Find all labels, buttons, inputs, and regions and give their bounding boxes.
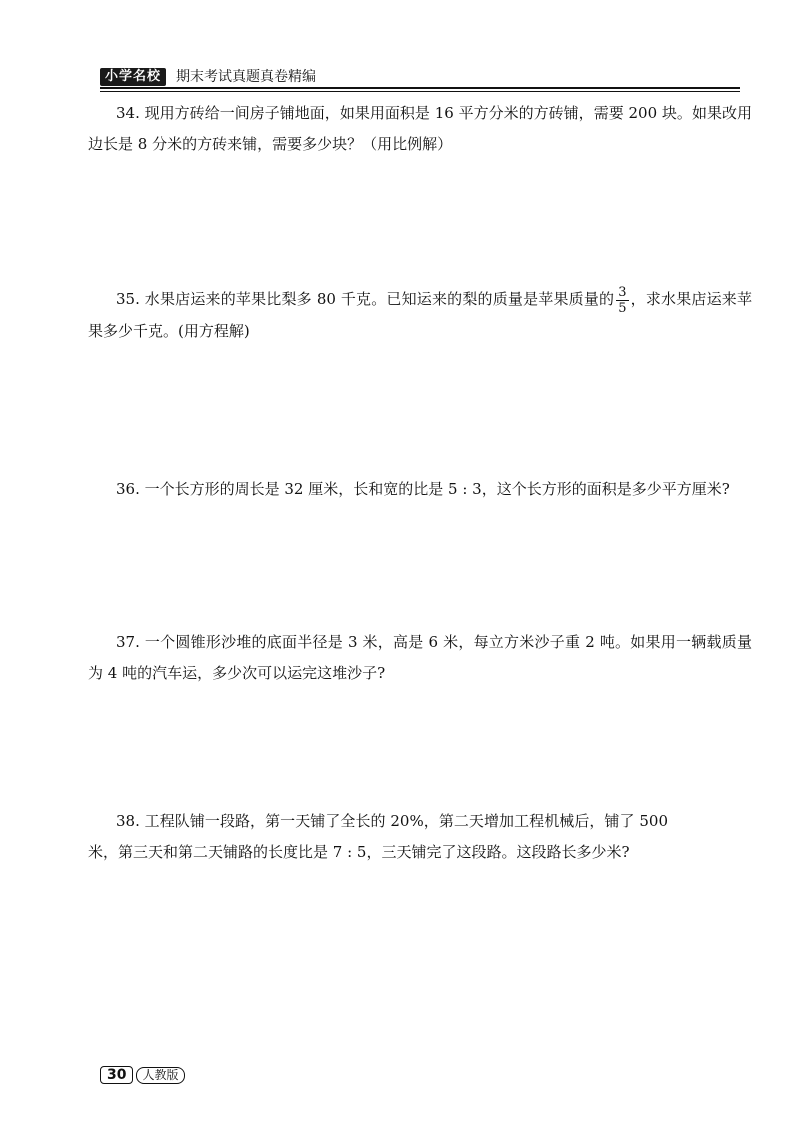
question-text-before: 35. 水果店运来的苹果比梨多 80 千克。已知运来的梨的质量是苹果质量的 [116, 290, 615, 308]
header-rule-thin [100, 91, 740, 92]
edition-badge: 人教版 [136, 1067, 184, 1084]
series-badge: 小学名校 [100, 68, 166, 86]
fraction [616, 285, 628, 316]
question-text: 34. 现用方砖给一间房子铺地面，如果用面积是 16 平方分米的方砖铺，需要 200 块。如果改用边长是 8 分米的方砖来铺，需要多少块？（用比例解） [88, 104, 752, 153]
question-35 [88, 284, 752, 347]
question-38 [88, 806, 668, 868]
fraction-denominator: 5 [618, 300, 627, 316]
question-37 [88, 627, 752, 689]
header-rule-thick [100, 87, 740, 89]
question-text: 37. 一个圆锥形沙堆的底面半径是 3 米，高是 6 米，每立方米沙子重 2 吨。如果用一辆载质量为 4 吨的汽车运，多少次可以运完这堆沙子? [88, 633, 752, 682]
question-text: 36. 一个长方形的周长是 32 厘米，长和宽的比是 5 : 3，这个长方形的面积是多少平方厘米? [116, 480, 730, 498]
page-header [100, 66, 740, 88]
question-34 [88, 98, 752, 160]
question-36 [88, 474, 752, 505]
page-number: 30 [100, 1066, 133, 1084]
page-footer [100, 1064, 185, 1084]
fraction-numerator: 3 [618, 284, 627, 300]
question-text-after: ，求水果店运来苹果多少千克。(用方程解) [88, 290, 752, 340]
question-text: 38. 工程队铺一段路，第一天铺了全长的 20%，第二天增加工程机械后，铺了 500 米，第三天和第二天铺路的长度比是 7 : 5，三天铺完了这段路。这段路长多少米? [88, 812, 668, 861]
header-title: 期末考试真题真卷精编 [176, 69, 316, 85]
